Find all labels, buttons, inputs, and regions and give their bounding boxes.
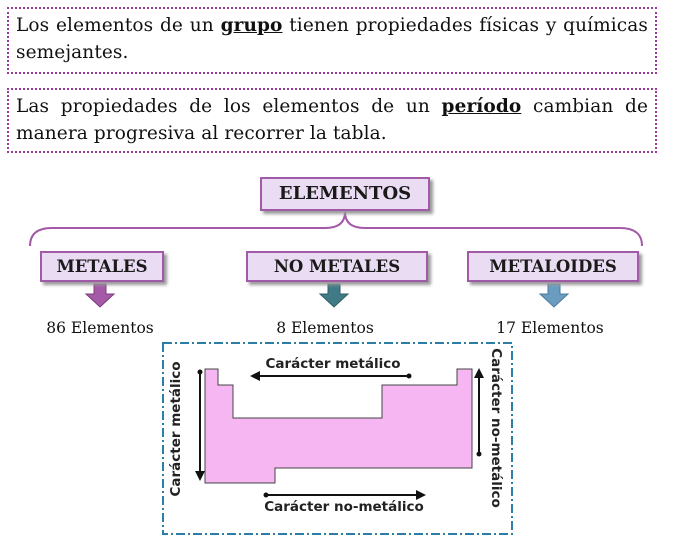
right-label: Carácter no-metálico xyxy=(488,348,504,508)
arrow-down-no-metales-icon xyxy=(320,284,348,307)
top-label: Carácter metálico xyxy=(265,356,401,372)
periodic-trend-figure xyxy=(162,342,514,536)
arrow-down-metales-icon xyxy=(86,284,114,307)
no-metales-box: NO METALES xyxy=(246,251,428,282)
category-brace xyxy=(30,212,642,246)
right-arrow-dot xyxy=(477,452,482,457)
metaloides-box: METALOIDES xyxy=(467,251,639,282)
keyword-grupo: grupo xyxy=(220,15,283,36)
note-text-after: cambian de manera progresiva al recorrer la tabla. xyxy=(16,96,648,144)
elementos-box: ELEMENTOS xyxy=(260,177,430,211)
metales-count: 86 Elementos xyxy=(46,319,154,337)
metaloides-count: 17 Elementos xyxy=(496,319,604,337)
note-text-after: tienen propiedades físicas y químicas semejantes. xyxy=(16,15,648,63)
note-text-before: Los elementos de un xyxy=(16,15,221,36)
left-label: Carácter metálico xyxy=(168,361,184,497)
top-arrow-dot xyxy=(407,374,412,379)
no-metales-count: 8 Elementos xyxy=(276,319,374,337)
bottom-arrow-dot xyxy=(264,493,269,498)
bottom-label: Carácter no-metálico xyxy=(264,499,424,515)
arrow-down-metaloides-icon xyxy=(540,284,568,307)
note-text-before: Las propiedades de los elementos de un xyxy=(16,96,442,117)
keyword-periodo: período xyxy=(441,96,522,117)
left-arrow-dot xyxy=(198,370,203,375)
metales-box: METALES xyxy=(40,251,164,282)
